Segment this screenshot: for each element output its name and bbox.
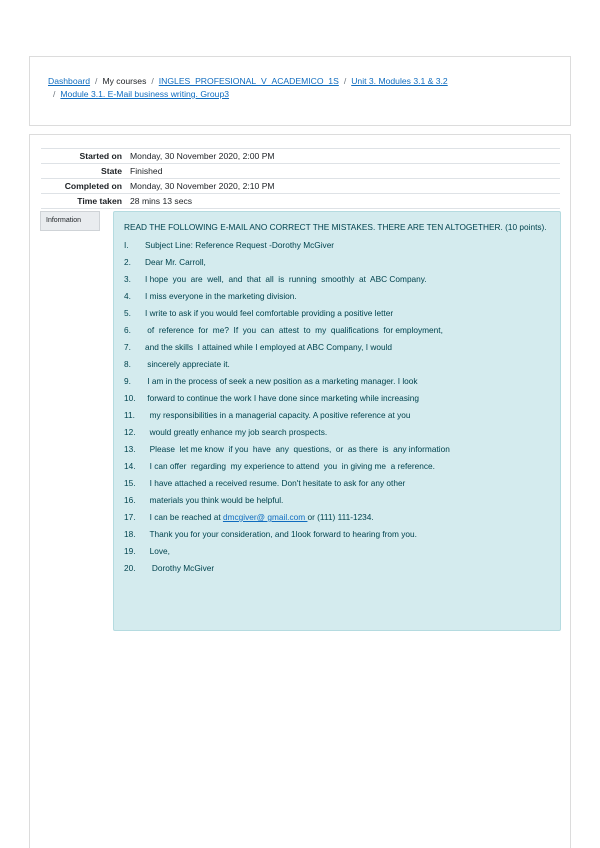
summary-label: State	[41, 164, 130, 179]
line-text: Dorothy McGiver	[145, 563, 215, 573]
breadcrumb-separator: /	[95, 76, 98, 86]
line-text: Subject Line: Reference Request -Dorothy McGiver	[145, 240, 335, 250]
summary-row-time-taken	[41, 194, 560, 209]
email-line	[124, 563, 214, 573]
quiz-review-card	[29, 134, 571, 848]
email-line	[124, 257, 206, 267]
attempt-summary-table	[41, 148, 560, 209]
line-number: 4.	[124, 291, 131, 301]
line-number: 16.	[124, 495, 136, 505]
breadcrumb-dashboard-link[interactable]: Dashboard	[48, 76, 91, 86]
line-text: Dear Mr. Carroll,	[145, 257, 206, 267]
line-number: 8.	[124, 359, 131, 369]
summary-value: Monday, 30 November 2020, 2:00 PM	[130, 149, 560, 164]
email-line	[124, 512, 374, 522]
summary-row-completed	[41, 179, 560, 194]
summary-label: Started on	[41, 149, 130, 164]
breadcrumb-unit-link[interactable]: Unit 3. Modules 3.1 & 3.2	[351, 76, 448, 86]
line-number: 6.	[124, 325, 131, 335]
breadcrumb-course-link[interactable]: INGLES_PROFESIONAL_V_ACADEMICO_1S	[158, 76, 339, 86]
email-line	[124, 325, 443, 335]
email-line	[124, 240, 334, 250]
email-line	[124, 461, 435, 471]
line-text: I can offer regarding my experience to attend you in giving me a reference.	[145, 461, 435, 471]
email-line	[124, 444, 450, 454]
question-content-box	[113, 211, 561, 631]
line-number: 9.	[124, 376, 131, 386]
line-number: 2.	[124, 257, 131, 267]
line-number: 15.	[124, 478, 136, 488]
email-line	[124, 376, 418, 386]
line-number: 19.	[124, 546, 136, 556]
line-text	[145, 512, 374, 522]
summary-label: Completed on	[41, 179, 130, 194]
email-line	[124, 478, 405, 488]
line-text: I hope you are well, and that all is running smoothly at ABC Company.	[145, 274, 427, 284]
summary-value: Monday, 30 November 2020, 2:10 PM	[130, 179, 560, 194]
line-number: 18.	[124, 529, 136, 539]
line-number: 11.	[124, 410, 135, 420]
email-line	[124, 410, 410, 420]
email-line	[124, 495, 283, 505]
line-text: I have attached a received resume. Don't hesitate to ask for any other	[145, 478, 406, 488]
email-link[interactable]: dmcgiver@ gmail.com	[222, 512, 308, 522]
breadcrumb-card	[29, 56, 571, 126]
line-text: forward to continue the work I have done since marketing while increasing	[145, 393, 419, 403]
summary-row-state	[41, 164, 560, 179]
line-number: 3.	[124, 274, 131, 284]
line-text-after: or (111) 111-1234.	[307, 512, 374, 522]
breadcrumb-module-link[interactable]: Module 3.1. E-Mail business writing. Group3	[60, 89, 230, 99]
email-line	[124, 342, 392, 352]
line-text: would greatly enhance my job search prospects.	[145, 427, 328, 437]
line-number: I.	[124, 240, 129, 250]
line-text-before: I can be reached at	[145, 512, 223, 522]
line-text: I miss everyone in the marketing division.	[145, 291, 297, 301]
line-number: 12.	[124, 427, 136, 437]
summary-value: Finished	[130, 164, 560, 179]
email-line	[124, 427, 327, 437]
line-text: of reference for me? If you can attest to my qualifications for employment,	[145, 325, 443, 335]
email-line	[124, 291, 297, 301]
line-text: sincerely appreciate it.	[145, 359, 230, 369]
line-text: Thank you for your consideration, and 1look forward to hearing from you.	[145, 529, 417, 539]
line-text: my responsibilities in a managerial capacity. A positive reference at you	[145, 410, 411, 420]
summary-value: 28 mins 13 secs	[130, 194, 560, 209]
line-text: Love,	[145, 546, 170, 556]
line-text: I write to ask if you would feel comfortable providing a positive letter	[145, 308, 394, 318]
email-line	[124, 308, 393, 318]
breadcrumb-separator: /	[53, 89, 56, 99]
line-text: Please let me know if you have any questions, or as there is any information	[145, 444, 450, 454]
information-tab: Information	[40, 211, 100, 231]
email-line	[124, 359, 230, 369]
email-line	[124, 393, 419, 403]
line-number: 10.	[124, 393, 136, 403]
email-line	[124, 274, 427, 284]
line-text: and the skills I attained while I employed at ABC Company, I would	[145, 342, 393, 352]
email-line	[124, 546, 170, 556]
line-number: 13.	[124, 444, 136, 454]
line-number: 20.	[124, 563, 136, 573]
line-number: 7.	[124, 342, 131, 352]
breadcrumb-separator: /	[343, 76, 347, 86]
summary-row-started	[41, 149, 560, 164]
breadcrumb-line-1	[48, 75, 558, 88]
email-line	[124, 529, 417, 539]
summary-label: Time taken	[41, 194, 130, 209]
line-number: 17.	[124, 512, 136, 522]
line-text: I am in the process of seek a new position as a marketing manager. I look	[145, 376, 418, 386]
line-text: materials you think would be helpful.	[145, 495, 284, 505]
breadcrumb-separator: /	[151, 76, 154, 86]
breadcrumb-my-courses: My courses	[102, 76, 147, 86]
question-title: READ THE FOLLOWING E-MAIL ANO CORRECT THE MISTAKES. THERE ARE TEN ALTOGETHER. (10 points).	[124, 222, 547, 232]
breadcrumb-line-2	[48, 88, 558, 101]
breadcrumb	[48, 75, 558, 101]
line-number: 5.	[124, 308, 131, 318]
line-number: 14.	[124, 461, 136, 471]
